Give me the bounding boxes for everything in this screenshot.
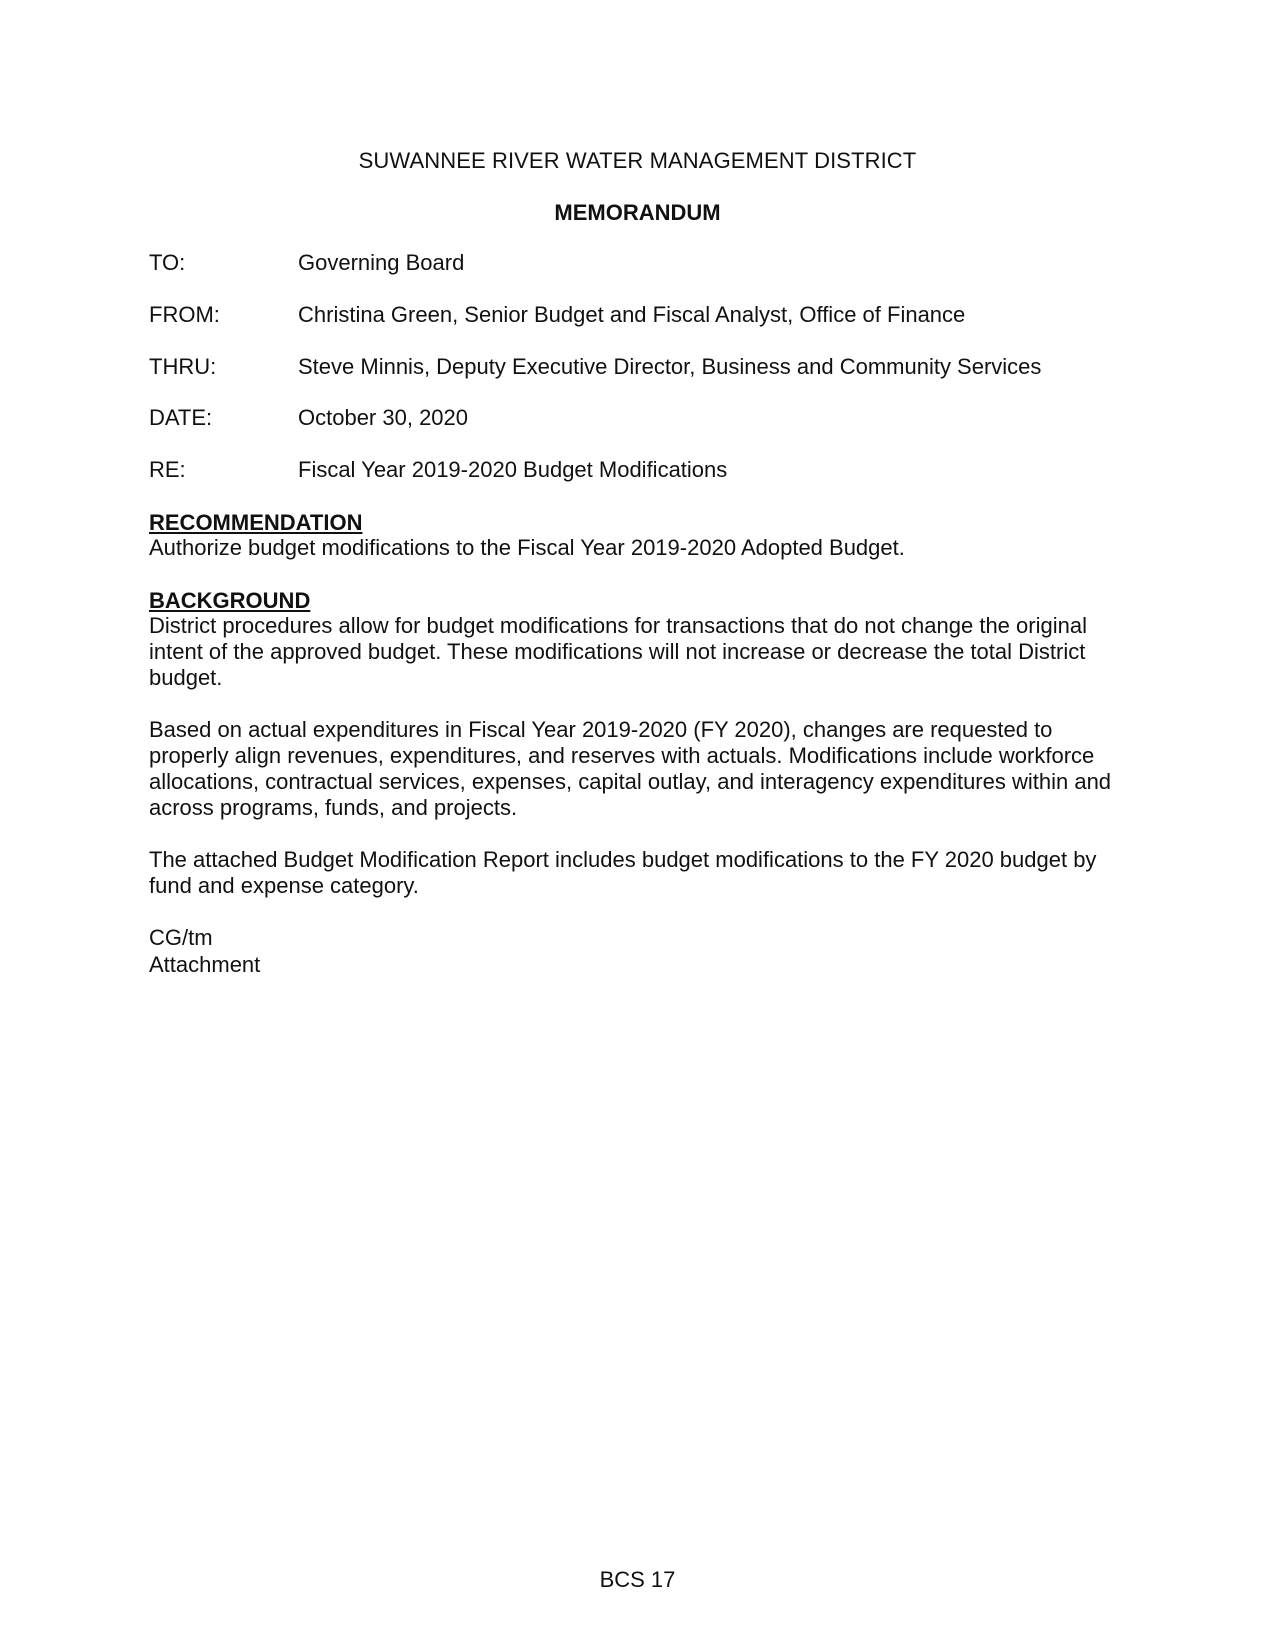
background-heading: BACKGROUND	[149, 588, 311, 613]
author-initials: CG/tm	[149, 925, 213, 950]
background-paragraph: District procedures allow for budget modifications for transactions that do not change the original intent of the approved budget. These modifications will not increase or decrease the total District budget.	[149, 613, 1087, 690]
page-number: BCS 17	[599, 1567, 676, 1592]
to-value: Governing Board	[298, 250, 465, 275]
recommendation-heading: RECOMMENDATION	[149, 510, 363, 535]
background-paragraph: The attached Budget Modification Report includes budget modifications to the FY 2020 budget by fund and expense category.	[149, 847, 1097, 898]
thru-label: THRU:	[149, 354, 217, 379]
date-value: October 30, 2020	[298, 405, 469, 430]
re-label: RE:	[149, 457, 186, 482]
from-value: Christina Green, Senior Budget and Fiscal Analyst, Office of Finance	[298, 302, 966, 327]
recommendation-text: Authorize budget modifications to the Fiscal Year 2019-2020 Adopted Budget.	[149, 535, 905, 560]
attachment-note: Attachment	[149, 952, 261, 977]
date-label: DATE:	[149, 405, 213, 430]
document-title: MEMORANDUM	[554, 200, 721, 225]
re-value: Fiscal Year 2019-2020 Budget Modifications	[298, 457, 728, 482]
thru-value: Steve Minnis, Deputy Executive Director, Business and Community Services	[298, 354, 1042, 379]
from-label: FROM:	[149, 302, 220, 327]
background-paragraph: Based on actual expenditures in Fiscal Year 2019-2020 (FY 2020), changes are requested to properly align revenues, expenditures, and reserves with actuals. Modifications include workforce allocations, contractual services, expenses, capital outlay, and interagency expenditures within and across programs, funds, and projects.	[149, 717, 1112, 820]
organization-name: SUWANNEE RIVER WATER MANAGEMENT DISTRICT	[358, 148, 917, 173]
to-label: TO:	[149, 250, 186, 275]
